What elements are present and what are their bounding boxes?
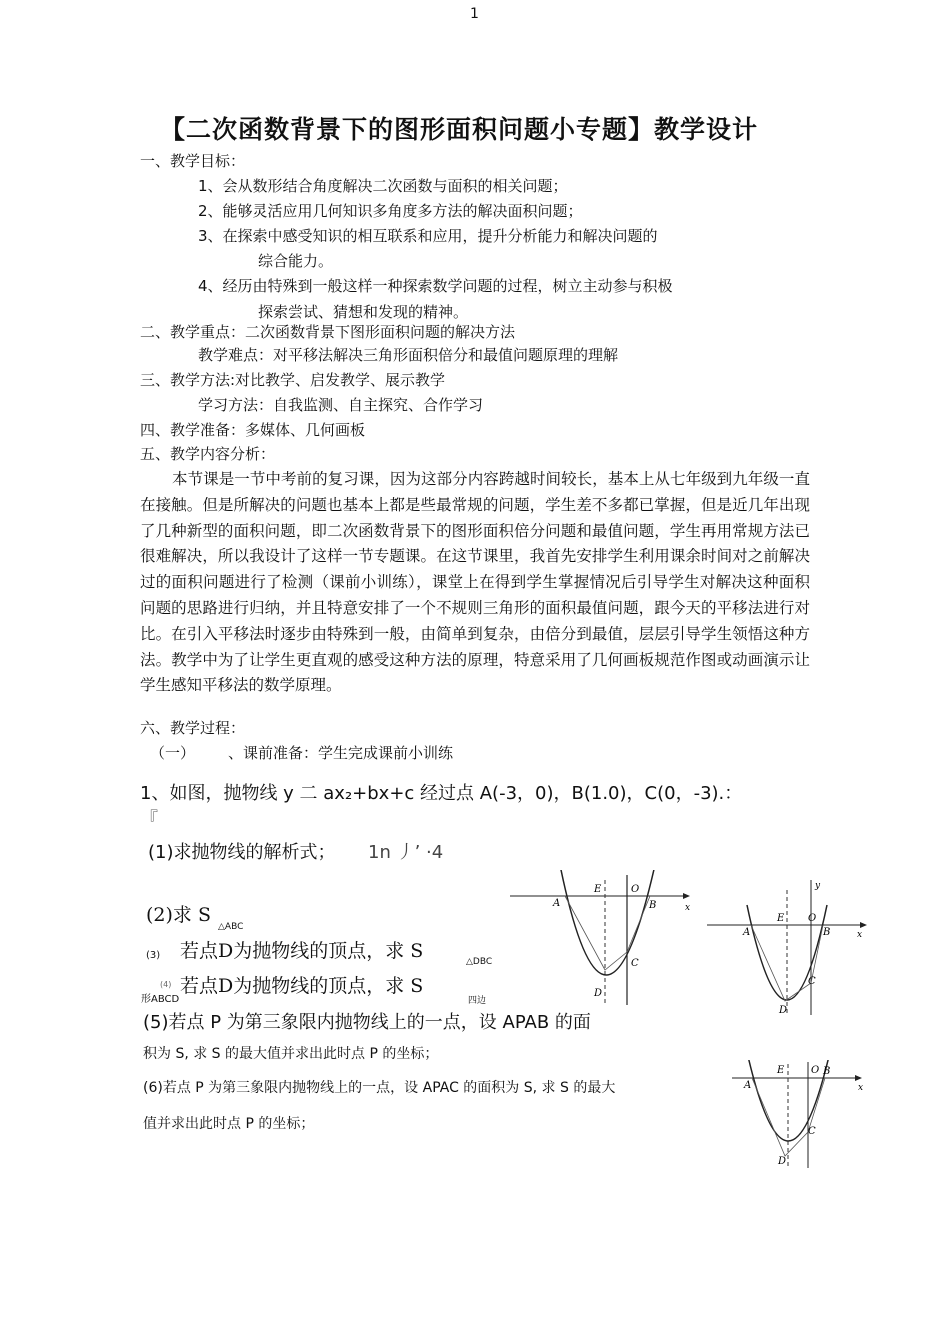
question-4-subscript: 四边 (468, 996, 487, 1006)
step-1-number: （一） (150, 744, 196, 762)
section-6-heading: 六、教学过程： (140, 719, 246, 737)
question-1: (1)求抛物线的解析式； (148, 842, 336, 863)
question-6-line-2: 值并求出此时点 P 的坐标； (143, 1116, 315, 1132)
label-o: O (808, 913, 817, 924)
problem-bracket: 『 (140, 809, 158, 830)
content-analysis-paragraph (140, 467, 810, 699)
section-4-heading: 四、教学准备：多媒体、几何画板 (140, 421, 366, 439)
label-x: x (685, 903, 691, 913)
label-x: x (858, 1083, 864, 1093)
goal-item: 2、能够灵活应用几何知识多角度多方法的解决面积问题； (198, 202, 583, 220)
content-analysis-text: 本节课是一节中考前的复习课，因为这部分内容跨越时间较长，基本上从七年级到九年级一直在接触。但是所解决的问题也基本上都是些最常规的问题，学生差不多都已掌握，但是近几年出现了几种新型的面积问题，即二次函数背景下的图形面积倍分问题和最值问题，学生再用常规方法已很难解决，所以我设计了这样一节专题课。在这节课里，我首先安排学生利用课余时间对之前解决过的面积问题进行了检测（课前小训练），课堂上在得到学生掌握情况后引导学生对解决这种面积问题的思路进行归纳，并且特意安排了一个不规则三角形的面积最值问题，跟今天的平移法进行对比。在引入平移法时逐步由特殊到一般，由简单到复杂，由倍分到最值，层层引导学生领悟这种方法。教学中为了让学生更直观的感受这种方法的原理，特意采用了几何画板规范作图或动画演示让学生感知平移法的数学原理。 (140, 470, 810, 695)
label-o: O (811, 1065, 820, 1076)
x-axis-arrow (855, 1075, 862, 1081)
label-c: C (808, 976, 816, 987)
parabola-curve (560, 870, 655, 975)
label-a: A (743, 927, 751, 938)
label-b: B (823, 927, 831, 938)
question-5-line-1: (5)若点 P 为第三象限内抛物线上的一点，设 APAB 的面 (143, 1012, 591, 1033)
label-a: A (744, 1080, 752, 1091)
parabola-figure-3 (730, 1060, 870, 1172)
question-3-subscript: △DBC (466, 957, 493, 967)
parabola-figure-1 (505, 870, 700, 1010)
question-4-number: 形ABCD (141, 994, 180, 1005)
parabola-figure-2 (705, 875, 870, 1020)
goal-item-continued: 探索尝试、猜想和发现的精神。 (258, 303, 469, 321)
label-b: B (823, 1066, 831, 1077)
goal-item: 3、在探索中感受知识的相互联系和应用，提升分析能力和解决问题的 (198, 227, 658, 245)
label-d: D (779, 1005, 788, 1016)
page-number: 1 (470, 6, 479, 22)
section-5-heading: 五、教学内容分析： (140, 445, 276, 463)
question-4-mark: (4) (160, 980, 172, 989)
section-3-heading: 三、教学方法:对比教学、启发教学、展示教学 (140, 371, 446, 389)
section-1-heading: 一、教学目标： (140, 152, 246, 170)
label-d: D (778, 1156, 787, 1167)
label-d: D (594, 988, 603, 999)
section-2-heading: 二、教学重点：二次函数背景下图形面积问题的解决方法 (140, 323, 516, 341)
label-a: A (553, 898, 561, 909)
problem-stem: 1、如图，抛物线 y 二 ax₂+bx+c 经过点 A(-3，0)，B(1.0)，C(0，-3).： (140, 783, 743, 804)
label-o: O (631, 884, 640, 895)
teaching-difficulty: 教学难点：对平移法解决三角形面积倍分和最值问题原理的理解 (198, 346, 619, 364)
label-e: E (777, 1065, 785, 1076)
x-axis-arrow (683, 893, 690, 899)
goal-item: 1、会从数形结合角度解决二次函数与面积的相关问题； (198, 177, 568, 195)
question-2-subscript: △ABC (218, 922, 244, 932)
question-1-noise: 1n 丿’ ·4 (368, 842, 444, 863)
goal-item-continued: 综合能力。 (258, 252, 334, 270)
question-5-line-2: 积为 S, 求 S 的最大值并求出此时点 P 的坐标； (143, 1046, 439, 1062)
question-6-line-1: (6)若点 P 为第三象限内抛物线上的一点，设 APAC 的面积为 S, 求 S 的最大 (143, 1080, 616, 1096)
question-3-number: (3) (146, 950, 161, 961)
question-2: (2)求 S (146, 904, 211, 926)
goal-item: 4、经历由特殊到一般这样一种探索数学问题的过程，树立主动参与积极 (198, 277, 673, 295)
step-1-text: 、课前准备：学生完成课前小训练 (228, 744, 454, 762)
page-title: 【二次函数背景下的图形面积问题小专题】教学设计 (160, 115, 759, 144)
label-b: B (649, 900, 657, 911)
x-axis-arrow (860, 922, 867, 928)
label-e: E (777, 913, 785, 924)
learning-methods: 学习方法：自我监测、自主探究、合作学习 (198, 396, 484, 414)
label-c: C (631, 958, 639, 969)
label-y: y (815, 881, 821, 891)
label-x: x (857, 930, 863, 940)
question-4: 若点D为抛物线的顶点，求 S (180, 975, 424, 997)
label-e: E (594, 884, 602, 895)
question-3: 若点D为抛物线的顶点，求 S (180, 940, 424, 962)
label-c: C (808, 1126, 816, 1137)
